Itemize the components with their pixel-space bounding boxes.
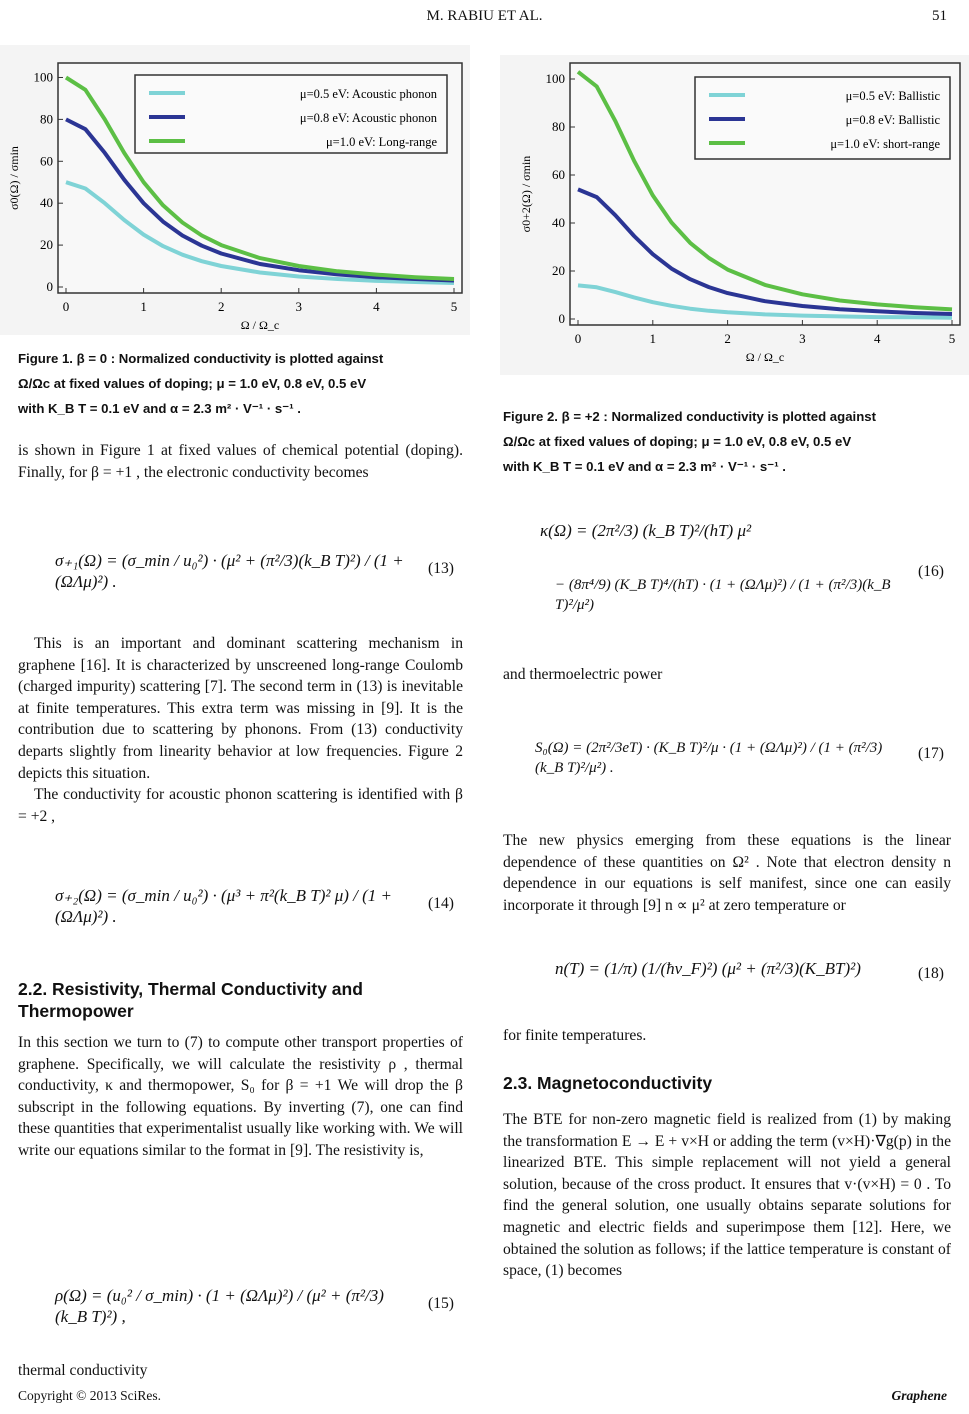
paragraph: for finite temperatures.	[503, 1027, 647, 1044]
paragraph: The BTE for non-zero magnetic field is realized from (1) by making the transformation E → E + v×H or adding the term (v×H)·∇g(p) in the linearized BTE. This simple replacement will not yield a general solution, because of the cross product. It ensures that v·(v×H) = 0 . To find the general solution, one usually obtains separate solutions for magnetic and electric fields and superimpose them [12]. Here, we obtained the solution as follows; if the lattice temperature is constant of space, (1) becomes	[503, 1111, 951, 1280]
legend-label: μ=1.0 eV: short-range	[830, 137, 940, 151]
figure-2-chart	[500, 55, 969, 375]
x-tick-label: 0	[62, 299, 70, 314]
x-tick-label: 1	[140, 299, 147, 314]
equation-16-line1: κ(Ω) = (2π²/3) (k_B T)²/(hT) μ²	[540, 521, 752, 540]
caption-line: with K_B T = 0.1 eV and α = 2.3 m² · V⁻¹ · s⁻¹ .	[503, 459, 786, 474]
paragraph: and thermoelectric power	[503, 666, 663, 683]
paragraph: In this section we turn to (7) to compute other transport properties of graphene. Specifically, we will calculate the resistivity ρ , thermal conductivity, κ and thermopower, S₀ for β = +1 We will drop the β subscript in the following equations. By inverting (7), one can find these quantities that experimentalist usually like working with. We will write our equations similar to the format in [9]. The resistivity is,	[18, 1034, 463, 1159]
y-tick-label: 0	[558, 311, 565, 326]
x-tick-label: 4	[373, 299, 380, 314]
x-tick-label: 2	[724, 331, 731, 346]
equation-18: n(T) = (1/π) (1/(ħv_F)²) (μ² + (π²/3)(K_BT)²)	[555, 959, 861, 978]
y-tick-label: 0	[46, 279, 53, 294]
x-tick-label: 3	[799, 331, 806, 346]
footer-copyright: Copyright © 2013 SciRes.	[18, 1388, 162, 1403]
equation-number: (14)	[428, 895, 454, 912]
equation-number: (17)	[918, 745, 944, 762]
caption-line: Figure 2. β = +2 : Normalized conductivity is plotted against	[503, 409, 876, 424]
y-axis-label: σ0(Ω) / σmin	[7, 146, 21, 210]
y-tick-label: 100	[33, 69, 53, 85]
y-tick-label: 60	[552, 167, 565, 182]
x-tick-label: 5	[948, 331, 956, 346]
caption-line: Figure 1. β = 0 : Normalized conductivity is plotted against	[18, 351, 384, 366]
y-tick-label: 100	[545, 71, 565, 86]
y-axis-label: σ0+2(Ω) / σmin	[519, 155, 533, 233]
footer-journal: Graphene	[891, 1388, 947, 1403]
paragraph: The new physics emerging from these equations is the linear dependence of these quantities on Ω² . Note that electron density n dependence in our equations is self manifest, since one can easily incorporate it through [9] n ∝ μ² at zero temperature or	[503, 832, 951, 914]
y-tick-label: 40	[552, 215, 565, 230]
x-tick-label: 4	[873, 331, 881, 346]
legend-label: μ=0.5 eV: Ballistic	[845, 89, 940, 103]
y-tick-label: 80	[40, 111, 53, 127]
y-tick-label: 20	[40, 237, 53, 253]
section-heading-2-3: 2.3. Magnetoconductivity	[503, 1073, 713, 1093]
caption-line: Ω/Ωc at fixed values of doping; μ = 1.0 eV, 0.8 eV, 0.5 eV	[503, 434, 852, 449]
x-axis-label: Ω / Ω_c	[745, 350, 785, 364]
equation-number: (15)	[428, 1295, 454, 1312]
equation-17: S₀(Ω) = (2π²/3eT) · (K_B T)²/μ · (1 + (ΩΛμ)²) / (1 + (π²/3)(k_B T)²/μ²) .	[535, 740, 883, 776]
paragraph: thermal conductivity	[18, 1362, 148, 1379]
equation-number: (13)	[428, 560, 454, 577]
section-heading-2-2: 2.2. Resistivity, Thermal Conductivity and Thermopower	[18, 979, 363, 1021]
y-tick-label: 20	[552, 263, 565, 278]
equation-14: σ₊₂(Ω) = (σ_min / u₀²) · (μ³ + π²(k_B T)² μ) / (1 + (ΩΛμ)²) .	[55, 886, 393, 926]
legend-label: μ=0.8 eV: Acoustic phonon	[299, 111, 437, 125]
equation-15: ρ(Ω) = (u₀² / σ_min) · (1 + (ΩΛμ)²) / (μ² + (π²/3)(k_B T)²) ,	[55, 1286, 384, 1326]
x-tick-label: 5	[450, 299, 458, 314]
equation-number: (18)	[918, 965, 944, 982]
x-tick-label: 1	[649, 331, 657, 346]
paragraph: is shown in Figure 1 at fixed values of chemical potential (doping). Finally, for β = +1 , the electronic conductivity becomes	[18, 442, 463, 481]
x-tick-label: 3	[295, 299, 303, 314]
caption-line: with K_B T = 0.1 eV and α = 2.3 m² · V⁻¹ · s⁻¹ .	[18, 401, 301, 416]
running-header: M. RABIU ET AL.	[426, 8, 543, 24]
legend-label: μ=1.0 eV: Long-range	[325, 135, 437, 149]
legend-label: μ=0.5 eV: Acoustic phonon	[299, 87, 437, 101]
legend-label: μ=0.8 eV: Ballistic	[845, 113, 940, 127]
x-tick-label: 2	[217, 299, 225, 314]
y-tick-label: 40	[40, 195, 53, 211]
figure-1-caption	[18, 346, 488, 421]
x-tick-label: 0	[574, 331, 582, 346]
equation-16-line2: − (8π⁴/9) (K_B T)⁴/(hT) · (1 + (ΩΛμ)²) / (1 + (π²/3)(k_B T)²/μ²)	[555, 577, 891, 613]
page-number: 51	[932, 8, 947, 24]
y-tick-label: 60	[40, 153, 53, 169]
x-axis-label: Ω / Ω_c	[240, 318, 280, 332]
figure-2-caption	[503, 404, 963, 479]
y-tick-label: 80	[552, 119, 565, 134]
equation-number: (16)	[918, 563, 944, 580]
equation-13: σ₊₁(Ω) = (σ_min / u₀²) · (μ² + (π²/3)(k_B T)²) / (1 + (ΩΛμ)²) .	[55, 551, 404, 591]
figure-1-chart	[0, 45, 470, 335]
paragraph: The conductivity for acoustic phonon scattering is identified with β = +2 ,	[18, 786, 463, 825]
paragraph: This is an important and dominant scattering mechanism in graphene [16]. It is characterized by unscreened long-range Coulomb (charged impurity) scattering [7]. The second term in (13) is inevitable at finite temperatures. This extra term was missing in [9]. It is the contribution due to scattering by phonons. From (13) conductivity departs slightly from linearity behavior at low frequencies. Figure 2 depicts this situation.	[18, 635, 463, 782]
caption-line: Ω/Ωc at fixed values of doping; μ = 1.0 eV, 0.8 eV, 0.5 eV	[18, 376, 367, 391]
